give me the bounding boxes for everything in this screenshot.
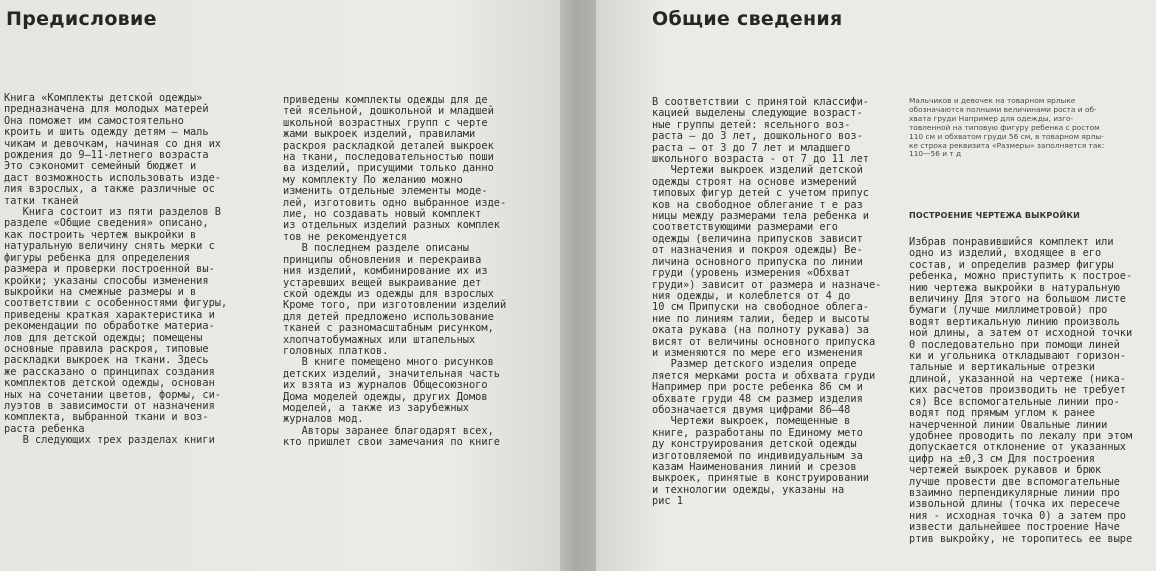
general-info-column-1: В соответствии с принятой классифи- кацией выделены следующие возраст- ные группы детей: ясельного воз- раста — до 3 лет, дошкольного воз- раста — от 3 до 7 лет и младшего школьного возраста - от 7 до 11 лет Чертежи выкроек изделий детской одежды строят на основе измерений типовых фигур детей с учетом припус ков на свободное облегание т е раз ницы между размерами тела ребенка и соответствующими размерами его одежды (величина припусков зависит от назначения и покроя одежды) Ве- личина основного припуска по линии груди (уровень измерения «Обхват груди») зависит от размера и назначе- ния одежды, и колеблется от 4 до 10 см Припуски на свободное облега- ние по линиям талии, бедер и высоты оката рукава (на полноту рукава) за висят от величины основного припуска и изменяются по мере его изменения Размер детского изделия опреде ляется мерками роста и обхвата груди Например при росте ребенка 86 см и обхвате груди 48 см размер изделия обозначается двумя цифрами 86—48 Чертежи выкроек, помещенные в книге, разработаны по Единому мето ду конструирования детской одежды изготовляемой по индивидуальным за казам Наименования линий и срезов выкроек, принятые в конструировании и технологии одежды, указаны на рис 1 xyxy=(652,96,882,508)
book-gutter xyxy=(560,0,596,571)
page-heading-general-info: Общие сведения xyxy=(652,8,843,30)
right-page xyxy=(596,0,1156,571)
left-page xyxy=(0,0,560,571)
section-subheading: ПОСТРОЕНИЕ ЧЕРТЕЖА ВЫКРОЙКИ xyxy=(909,211,1080,220)
preface-column-1: Книга «Комплекты детской одежды» предназначена для молодых матерей Она поможет им самостоятельно кроить и шить одежду детям — маль чикам и девочкам, начиная со дня их рождения до 9—11-летнего возраста Это сэкономит семейный бюджет и даст возможность использовать изде- лия взрослых, а также различные ос татки тканей Книга состоит из пяти разделов В разделе «Общие сведения» описано, как построить чертеж выкройки в натуральную величину снять мерки с фигуры ребенка для определения размера и проверки построенной вы- кройки; указаны способы изменения выкройки на смежные размеры и в соответствии с особенностями фигуры, приведены краткая характеристика и рекомендации по обработке материа- лов для детской одежды; помещены основные правила раскроя, типовые раскладки выкроек на ткани. Здесь же рассказано о принципах создания комплектов детской одежды, основан ных на сочетании цветов, формы, си- луэтов в зависимости от назначения комплекта, выбранной ткани и воз- раста ребенка В следующих трех разделах книги xyxy=(4,92,228,447)
footnote: Мальчиков и девочек на товарном ярлыке обозначаются полными величинами роста и об- хвата груди Например для одежды, изго- товленной на типовую фигуру ребенка с ростом 110 см и обхватом груди 56 см, в товарном ярлы- ке строка реквизита «Размеры» заполняется так: 110—56 и т д xyxy=(909,96,1105,159)
pattern-drafting-column: Избрав понравившийся комплект или одно из изделий, входящее в его состав, и определив размер фигуры ребенка, можно приступить к построе- нию чертежа выкройки в натуральную величину Для этого на большом листе бумаги (лучше миллиметровой) про водят вертикальную линию произволь ной длины, а затем от исходной точки 0 последовательно при помощи линей ки и угольника откладывают горизон- тальные и вертикальные отрезки длиной, указанной на чертеже (ника- ких расчетов производить не требует ся) Все вспомогательные линии про- водят под прямым углом к ранее начерченной линии Овальные линии удобнее проводить по лекалу при этом допускается отклонение от указанных цифр на ±0,3 см Для построения чертежей выкроек рукавов и брюк лучше провести две вспомогательные взаимно перпендикулярные линии про извольной длины (точка их пересече ния - исходная точка 0) а затем про извести дальнейшее построение Наче ртив выкройку, не торопитесь ее выре xyxy=(909,236,1133,545)
page-heading-preface: Предисловие xyxy=(6,8,157,30)
preface-column-2: приведены комплекты одежды для де тей ясельной, дошкольной и младшей школьной возрастных групп с черте жами выкроек изделий, правилами раскроя раскладкой деталей выкроек на ткани, последовательностью поши ва изделий, присущими только данно му комплекту По желанию можно изменить отдельные элементы моде- лей, изготовить одно выбранное изде- лие, но создавать новый комплект из отдельных изделий разных комплек тов не рекомендуется В последнем разделе описаны принципы обновления и перекраива ния изделий, комбинирование их из устаревших вещей выкраивание дет ской одежды из одежды для взрослых Кроме того, при изготовлении изделий для детей предложено использование тканей с разномасштабным рисунком, хлопчатобумажных или штапельных головных платков. В книге помещено много рисунков детских изделий, значительная часть их взята из журналов Общесоюзного Дома моделей одежды, других Домов моделей, а также из зарубежных журналов мод. Авторы заранее благодарят всех, кто пришлет свои замечания по книге xyxy=(283,94,507,449)
